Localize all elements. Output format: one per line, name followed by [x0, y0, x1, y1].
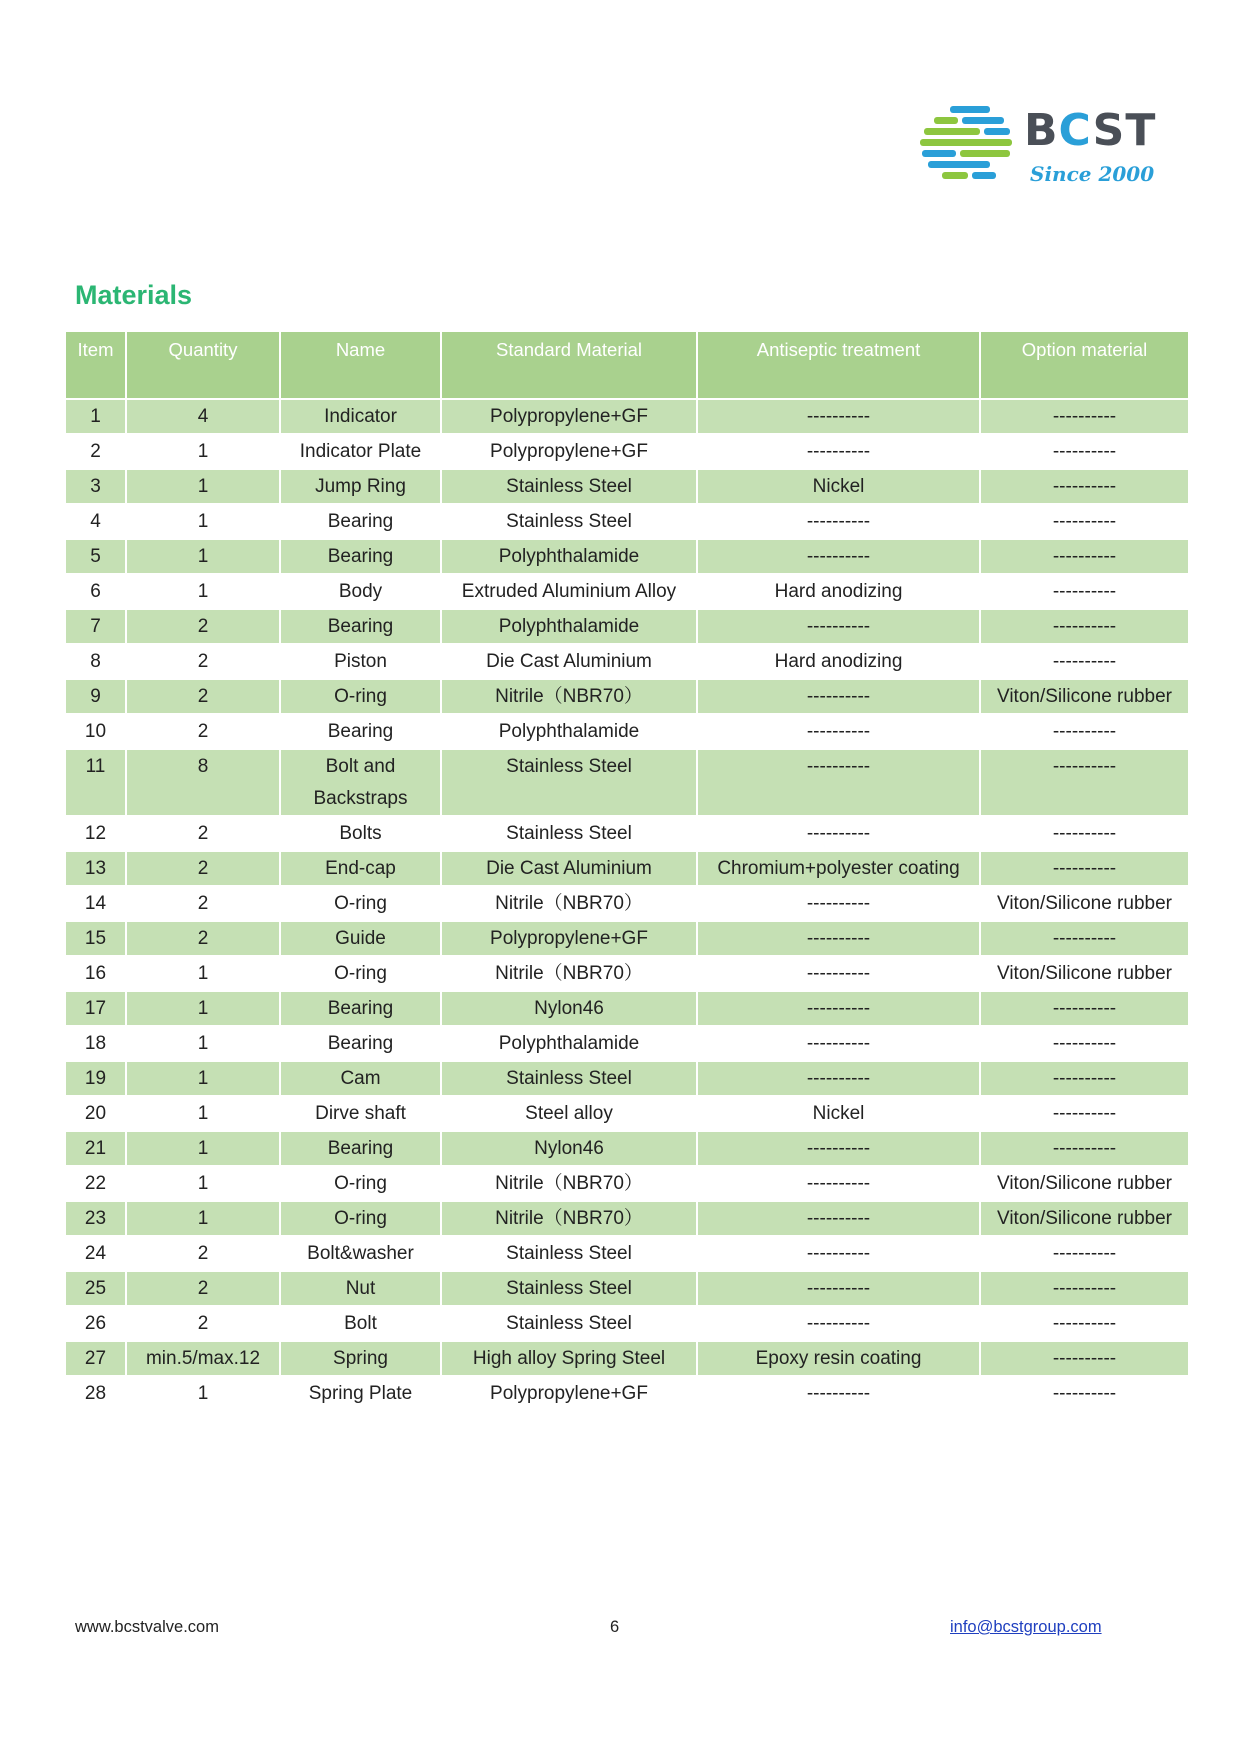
cell-option-material: ---------- — [980, 1096, 1189, 1131]
cell-quantity: 2 — [126, 714, 280, 749]
table-row — [65, 539, 1189, 574]
cell-antiseptic-treatment: Hard anodizing — [697, 574, 980, 609]
section-title: Materials — [75, 280, 193, 310]
cell-option-material: Viton/Silicone rubber — [980, 1201, 1189, 1236]
cell-option-material: ---------- — [980, 539, 1189, 574]
cell-antiseptic-treatment: ---------- — [697, 679, 980, 714]
cell-option-material: ---------- — [980, 1131, 1189, 1166]
cell-option-material: ---------- — [980, 574, 1189, 609]
cell-item: 28 — [65, 1376, 126, 1411]
cell-option-material: ---------- — [980, 816, 1189, 851]
header-standard-material: Standard Material — [441, 331, 697, 399]
header-item: Item — [65, 331, 126, 399]
cell-name: O-ring — [280, 1201, 441, 1236]
table-row — [65, 714, 1189, 749]
table-row — [65, 1341, 1189, 1376]
cell-standard-material: Nitrile（NBR70） — [441, 886, 697, 921]
cell-option-material: ---------- — [980, 921, 1189, 956]
table-row — [65, 1131, 1189, 1166]
cell-option-material: ---------- — [980, 1376, 1189, 1411]
cell-name: Bolt&washer — [280, 1236, 441, 1271]
cell-quantity: 1 — [126, 991, 280, 1026]
cell-antiseptic-treatment: ---------- — [697, 1061, 980, 1096]
cell-antiseptic-treatment: ---------- — [697, 886, 980, 921]
logo-wordmark: BCST — [1024, 105, 1157, 156]
cell-option-material: ---------- — [980, 399, 1189, 434]
cell-item: 7 — [65, 609, 126, 644]
cell-standard-material: Stainless Steel — [441, 1306, 697, 1341]
cell-item: 20 — [65, 1096, 126, 1131]
cell-quantity: 2 — [126, 644, 280, 679]
cell-item: 19 — [65, 1061, 126, 1096]
cell-standard-material: Nitrile（NBR70） — [441, 1166, 697, 1201]
table-row — [65, 609, 1189, 644]
cell-standard-material: Die Cast Aluminium — [441, 851, 697, 886]
cell-quantity: 1 — [126, 1201, 280, 1236]
table-row — [65, 1166, 1189, 1201]
logo-stripes-icon — [920, 104, 1016, 190]
cell-item: 5 — [65, 539, 126, 574]
cell-quantity: 1 — [126, 1131, 280, 1166]
cell-option-material: ---------- — [980, 1341, 1189, 1376]
cell-antiseptic-treatment: ---------- — [697, 991, 980, 1026]
cell-item: 23 — [65, 1201, 126, 1236]
cell-quantity: 1 — [126, 1026, 280, 1061]
cell-antiseptic-treatment: ---------- — [697, 1201, 980, 1236]
cell-standard-material: Stainless Steel — [441, 1061, 697, 1096]
cell-name: Indicator Plate — [280, 434, 441, 469]
cell-standard-material: Stainless Steel — [441, 1236, 697, 1271]
cell-antiseptic-treatment: ---------- — [697, 956, 980, 991]
cell-standard-material: Stainless Steel — [441, 816, 697, 851]
cell-item: 12 — [65, 816, 126, 851]
cell-name: Guide — [280, 921, 441, 956]
cell-name: Bearing — [280, 609, 441, 644]
cell-quantity: 1 — [126, 1376, 280, 1411]
cell-name: Bearing — [280, 539, 441, 574]
cell-item: 11 — [65, 749, 126, 816]
cell-option-material: ---------- — [980, 609, 1189, 644]
cell-quantity: 8 — [126, 749, 280, 816]
cell-name: Spring — [280, 1341, 441, 1376]
cell-antiseptic-treatment: Epoxy resin coating — [697, 1341, 980, 1376]
cell-item: 17 — [65, 991, 126, 1026]
cell-item: 18 — [65, 1026, 126, 1061]
cell-name: Jump Ring — [280, 469, 441, 504]
table-row — [65, 504, 1189, 539]
cell-name: End-cap — [280, 851, 441, 886]
cell-option-material: ---------- — [980, 714, 1189, 749]
cell-quantity: 1 — [126, 1166, 280, 1201]
cell-option-material: Viton/Silicone rubber — [980, 679, 1189, 714]
cell-standard-material: Polyphthalamide — [441, 609, 697, 644]
cell-name: Dirve shaft — [280, 1096, 441, 1131]
cell-name: Bearing — [280, 714, 441, 749]
cell-antiseptic-treatment: ---------- — [697, 1306, 980, 1341]
cell-option-material: ---------- — [980, 1026, 1189, 1061]
table-row — [65, 1376, 1189, 1411]
cell-antiseptic-treatment: ---------- — [697, 749, 980, 816]
cell-standard-material: Stainless Steel — [441, 469, 697, 504]
table-row — [65, 749, 1189, 816]
cell-quantity: 2 — [126, 1271, 280, 1306]
cell-option-material: ---------- — [980, 1236, 1189, 1271]
table-row — [65, 921, 1189, 956]
cell-item: 6 — [65, 574, 126, 609]
cell-item: 3 — [65, 469, 126, 504]
cell-standard-material: Polypropylene+GF — [441, 434, 697, 469]
cell-quantity: 1 — [126, 1096, 280, 1131]
cell-option-material: ---------- — [980, 749, 1189, 816]
cell-option-material: Viton/Silicone rubber — [980, 956, 1189, 991]
table-row — [65, 991, 1189, 1026]
cell-name: Spring Plate — [280, 1376, 441, 1411]
cell-item: 9 — [65, 679, 126, 714]
table-row — [65, 644, 1189, 679]
header-name: Name — [280, 331, 441, 399]
cell-name: O-ring — [280, 956, 441, 991]
cell-antiseptic-treatment: ---------- — [697, 1026, 980, 1061]
cell-option-material: ---------- — [980, 504, 1189, 539]
table-row — [65, 1061, 1189, 1096]
cell-antiseptic-treatment: ---------- — [697, 504, 980, 539]
cell-name: Indicator — [280, 399, 441, 434]
cell-quantity: 1 — [126, 504, 280, 539]
cell-name: Body — [280, 574, 441, 609]
cell-standard-material: Nylon46 — [441, 991, 697, 1026]
cell-standard-material: Polypropylene+GF — [441, 1376, 697, 1411]
table-row — [65, 851, 1189, 886]
cell-standard-material: Polyphthalamide — [441, 714, 697, 749]
cell-antiseptic-treatment: Chromium+polyester coating — [697, 851, 980, 886]
cell-antiseptic-treatment: ---------- — [697, 1236, 980, 1271]
cell-quantity: 2 — [126, 816, 280, 851]
cell-antiseptic-treatment: ---------- — [697, 539, 980, 574]
table-body — [65, 399, 1189, 1411]
cell-antiseptic-treatment: Nickel — [697, 1096, 980, 1131]
cell-name: O-ring — [280, 679, 441, 714]
cell-name: Bearing — [280, 1026, 441, 1061]
header-antiseptic-treatment: Antiseptic treatment — [697, 331, 980, 399]
cell-option-material: ---------- — [980, 644, 1189, 679]
table-row — [65, 1271, 1189, 1306]
cell-antiseptic-treatment: ---------- — [697, 921, 980, 956]
cell-antiseptic-treatment: ---------- — [697, 1166, 980, 1201]
cell-standard-material: Die Cast Aluminium — [441, 644, 697, 679]
cell-standard-material: Nitrile（NBR70） — [441, 1201, 697, 1236]
cell-item: 13 — [65, 851, 126, 886]
table-row — [65, 399, 1189, 434]
cell-antiseptic-treatment: ---------- — [697, 609, 980, 644]
cell-option-material: Viton/Silicone rubber — [980, 886, 1189, 921]
cell-name: Nut — [280, 1271, 441, 1306]
cell-item: 22 — [65, 1166, 126, 1201]
cell-item: 8 — [65, 644, 126, 679]
cell-quantity: 2 — [126, 921, 280, 956]
cell-standard-material: Polypropylene+GF — [441, 399, 697, 434]
cell-option-material: ---------- — [980, 434, 1189, 469]
cell-quantity: 1 — [126, 1061, 280, 1096]
cell-quantity: 1 — [126, 574, 280, 609]
cell-standard-material: Nitrile（NBR70） — [441, 679, 697, 714]
bcst-logo — [920, 100, 1170, 200]
cell-name: O-ring — [280, 886, 441, 921]
cell-item: 2 — [65, 434, 126, 469]
cell-quantity: 2 — [126, 851, 280, 886]
cell-item: 27 — [65, 1341, 126, 1376]
cell-item: 10 — [65, 714, 126, 749]
cell-quantity: 1 — [126, 956, 280, 991]
cell-item: 4 — [65, 504, 126, 539]
table-row — [65, 434, 1189, 469]
table-row — [65, 1236, 1189, 1271]
cell-option-material: ---------- — [980, 1271, 1189, 1306]
cell-antiseptic-treatment: Nickel — [697, 469, 980, 504]
cell-name: O-ring — [280, 1166, 441, 1201]
cell-quantity: 1 — [126, 434, 280, 469]
cell-antiseptic-treatment: ---------- — [697, 816, 980, 851]
cell-item: 15 — [65, 921, 126, 956]
cell-option-material: ---------- — [980, 1306, 1189, 1341]
table-row — [65, 1026, 1189, 1061]
cell-option-material: Viton/Silicone rubber — [980, 1166, 1189, 1201]
cell-quantity: 2 — [126, 1236, 280, 1271]
cell-quantity: 1 — [126, 539, 280, 574]
table-row — [65, 816, 1189, 851]
cell-option-material: ---------- — [980, 1061, 1189, 1096]
cell-name: Bearing — [280, 1131, 441, 1166]
cell-name: Bolt — [280, 1306, 441, 1341]
cell-antiseptic-treatment: Hard anodizing — [697, 644, 980, 679]
cell-antiseptic-treatment: ---------- — [697, 714, 980, 749]
cell-standard-material: Polypropylene+GF — [441, 921, 697, 956]
cell-standard-material: Stainless Steel — [441, 504, 697, 539]
cell-name: Cam — [280, 1061, 441, 1096]
cell-item: 25 — [65, 1271, 126, 1306]
cell-antiseptic-treatment: ---------- — [697, 1131, 980, 1166]
cell-option-material: ---------- — [980, 469, 1189, 504]
cell-antiseptic-treatment: ---------- — [697, 399, 980, 434]
cell-option-material: ---------- — [980, 991, 1189, 1026]
logo-tagline: Since 2000 — [1030, 162, 1155, 186]
cell-quantity: 1 — [126, 469, 280, 504]
cell-quantity: 2 — [126, 1306, 280, 1341]
table-row — [65, 1201, 1189, 1236]
table-row — [65, 886, 1189, 921]
cell-quantity: 2 — [126, 679, 280, 714]
cell-standard-material: Extruded Aluminium Alloy — [441, 574, 697, 609]
cell-name: Bolts — [280, 816, 441, 851]
materials-table — [64, 330, 1190, 1412]
cell-antiseptic-treatment: ---------- — [697, 1271, 980, 1306]
cell-item: 16 — [65, 956, 126, 991]
cell-standard-material: Polyphthalamide — [441, 1026, 697, 1061]
cell-standard-material: Polyphthalamide — [441, 539, 697, 574]
header-option-material: Option material — [980, 331, 1189, 399]
header-quantity: Quantity — [126, 331, 280, 399]
cell-item: 1 — [65, 399, 126, 434]
cell-item: 26 — [65, 1306, 126, 1341]
cell-item: 24 — [65, 1236, 126, 1271]
cell-name: Bearing — [280, 991, 441, 1026]
cell-name: Bolt and Backstraps — [280, 749, 441, 816]
cell-item: 21 — [65, 1131, 126, 1166]
cell-standard-material: Nylon46 — [441, 1131, 697, 1166]
table-row — [65, 1096, 1189, 1131]
table-row — [65, 679, 1189, 714]
cell-standard-material: High alloy Spring Steel — [441, 1341, 697, 1376]
cell-antiseptic-treatment: ---------- — [697, 434, 980, 469]
cell-option-material: ---------- — [980, 851, 1189, 886]
cell-item: 14 — [65, 886, 126, 921]
cell-antiseptic-treatment: ---------- — [697, 1376, 980, 1411]
cell-name: Bearing — [280, 504, 441, 539]
cell-standard-material: Stainless Steel — [441, 1271, 697, 1306]
table-row — [65, 574, 1189, 609]
cell-standard-material: Stainless Steel — [441, 749, 697, 816]
footer-website[interactable]: www.bcstvalve.com — [75, 1618, 219, 1636]
cell-quantity: 4 — [126, 399, 280, 434]
table-header-row — [65, 331, 1189, 399]
cell-quantity: 2 — [126, 886, 280, 921]
table-row — [65, 1306, 1189, 1341]
footer-page-number: 6 — [610, 1618, 620, 1636]
footer-email-link[interactable]: info@bcstgroup.com — [950, 1618, 1102, 1636]
cell-name: Piston — [280, 644, 441, 679]
table-row — [65, 469, 1189, 504]
cell-standard-material: Nitrile（NBR70） — [441, 956, 697, 991]
cell-standard-material: Steel alloy — [441, 1096, 697, 1131]
cell-quantity: min.5/max.12 — [126, 1341, 280, 1376]
cell-quantity: 2 — [126, 609, 280, 644]
table-row — [65, 956, 1189, 991]
